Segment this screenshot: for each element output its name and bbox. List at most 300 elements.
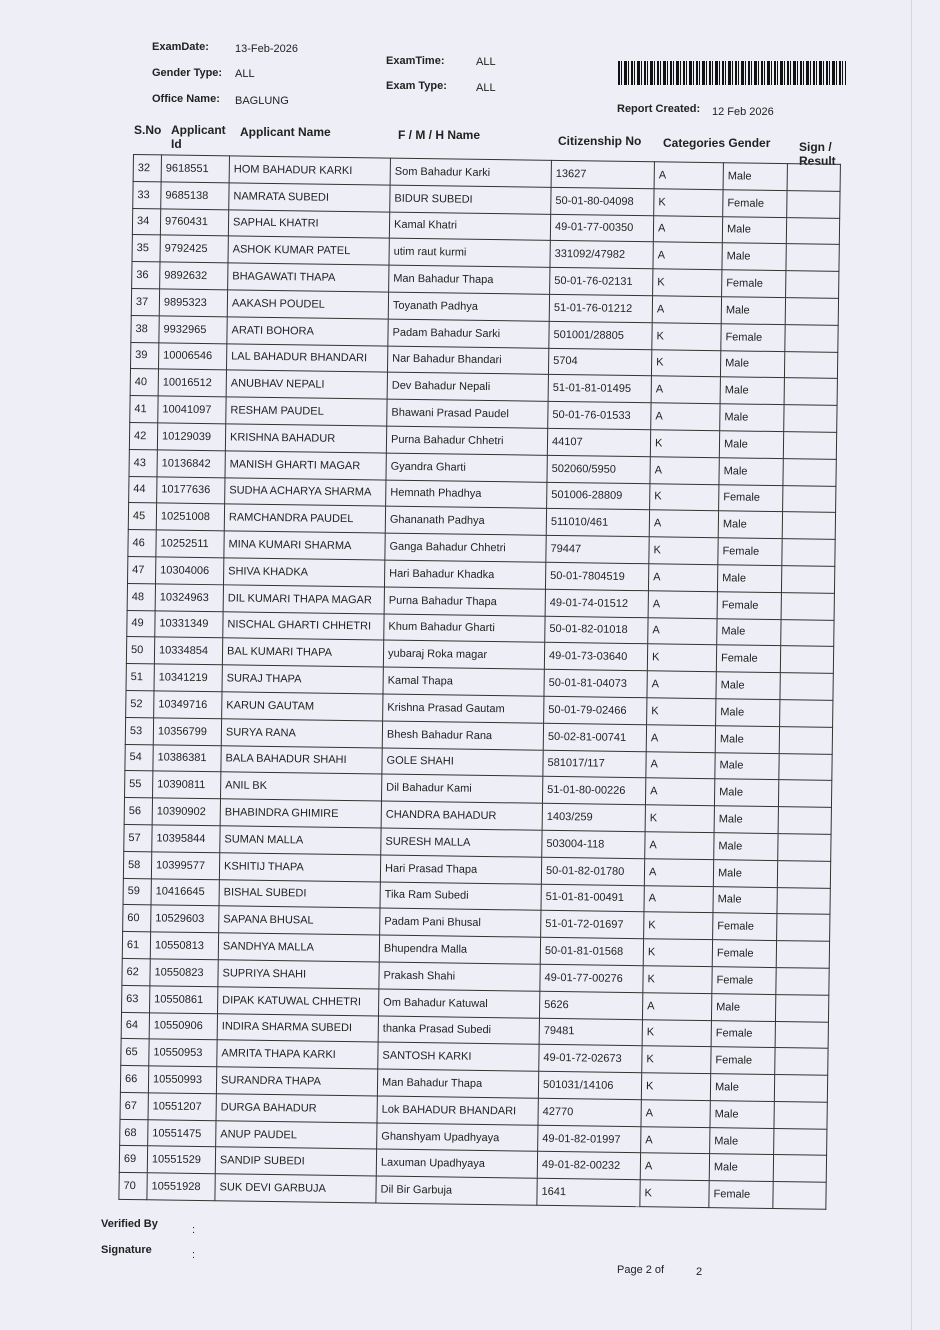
row-sign-result — [779, 726, 832, 754]
row-fmh-name: Kamal Thapa — [383, 667, 544, 696]
row-sign-result — [785, 298, 838, 326]
row-applicant-id: 10550813 — [150, 932, 218, 960]
row-applicant-id: 9932965 — [159, 316, 227, 344]
row-fmh-name: Laxuman Upadhyaya — [376, 1149, 537, 1178]
row-sno: 65 — [121, 1039, 149, 1066]
row-citizenship: 5626 — [539, 991, 642, 1019]
row-applicant-id: 10136842 — [157, 450, 225, 478]
row-sign-result — [781, 619, 834, 647]
row-gender: Male — [713, 886, 777, 914]
row-sno: 41 — [130, 396, 158, 423]
row-category: K — [643, 966, 712, 994]
row-gender: Female — [713, 913, 777, 941]
row-citizenship: 51-01-81-00491 — [541, 884, 644, 912]
row-gender: Male — [723, 163, 787, 191]
row-sno: 61 — [122, 932, 150, 959]
row-fmh-name: GOLE SHAHI — [382, 748, 543, 777]
row-citizenship: 42770 — [538, 1098, 641, 1126]
row-citizenship: 51-01-76-01212 — [549, 294, 652, 322]
row-citizenship: 13627 — [551, 160, 654, 188]
row-category: A — [641, 1126, 710, 1154]
row-category: K — [645, 805, 714, 833]
row-applicant-id: 10041097 — [158, 396, 226, 424]
row-sign-result — [780, 673, 833, 701]
row-fmh-name: Om Bahadur Katuwal — [378, 989, 539, 1018]
row-fmh-name: Purna Bahadur Thapa — [384, 587, 545, 616]
row-sno: 50 — [126, 637, 154, 664]
row-applicant-name: MINA KUMARI SHARMA — [224, 531, 385, 560]
row-applicant-name: SURYA RANA — [221, 719, 382, 748]
row-sno: 47 — [128, 556, 156, 583]
row-sno: 46 — [128, 530, 156, 557]
exam-time-label: ExamTime: — [386, 55, 445, 67]
row-gender: Female — [709, 1181, 773, 1209]
row-fmh-name: Padam Pani Bhusal — [380, 908, 541, 937]
row-citizenship: 50-02-81-00741 — [543, 723, 646, 751]
row-category: A — [644, 885, 713, 913]
row-sign-result — [773, 1182, 826, 1210]
row-gender: Male — [713, 859, 777, 887]
row-gender: Male — [710, 1101, 774, 1129]
row-gender: Female — [718, 538, 782, 566]
row-sign-result — [780, 700, 833, 728]
exam-date: 13-Feb-2026 — [235, 43, 298, 55]
row-fmh-name: CHANDRA BAHADUR — [381, 801, 542, 830]
row-applicant-name: LAL BAHADUR BHANDARI — [226, 343, 387, 372]
col-sno: S.No — [134, 123, 162, 137]
row-gender: Female — [716, 645, 780, 673]
col-applicant-id: Applicant Id — [171, 123, 226, 151]
row-category: A — [641, 1100, 710, 1128]
row-sign-result — [787, 190, 840, 218]
row-sign-result — [784, 405, 837, 433]
row-gender: Female — [722, 270, 786, 298]
office-name: BAGLUNG — [235, 95, 289, 107]
row-sno: 51 — [126, 664, 154, 691]
row-sno: 63 — [122, 985, 150, 1012]
row-applicant-name: BAL KUMARI THAPA — [222, 638, 383, 667]
row-sno: 56 — [124, 798, 152, 825]
row-sign-result — [780, 646, 833, 674]
row-sno: 37 — [131, 288, 159, 315]
row-citizenship: 49-01-77-00276 — [540, 964, 643, 992]
row-applicant-id: 10550823 — [150, 959, 218, 987]
row-sign-result — [774, 1075, 827, 1103]
row-citizenship: 501006-28809 — [547, 482, 650, 510]
row-sign-result — [783, 485, 836, 513]
row-fmh-name: Dev Bahadur Nepali — [387, 372, 548, 401]
row-sign-result — [774, 1101, 827, 1129]
row-sno: 64 — [121, 1012, 149, 1039]
gender-type: ALL — [235, 68, 255, 80]
row-citizenship: 511010/461 — [546, 509, 649, 537]
exam-date-label: ExamDate: — [152, 41, 209, 53]
row-fmh-name: Toyanath Padhya — [388, 292, 549, 321]
row-sno: 49 — [127, 610, 155, 637]
col-sign-result: Sign / Result — [799, 140, 836, 168]
row-applicant-name: SUDHA ACHARYA SHARMA — [225, 477, 386, 506]
row-gender: Male — [715, 752, 779, 780]
row-sign-result — [786, 244, 839, 272]
row-gender: Male — [718, 511, 782, 539]
row-applicant-name: ANUBHAV NEPALI — [226, 370, 387, 399]
row-applicant-id: 10551207 — [148, 1093, 216, 1121]
row-applicant-id: 9618551 — [161, 155, 229, 183]
row-sign-result — [785, 324, 838, 352]
row-citizenship: 50-01-82-01780 — [541, 857, 644, 885]
row-applicant-name: DURGA BAHADUR — [216, 1094, 377, 1123]
row-category: A — [648, 564, 717, 592]
row-sign-result — [786, 271, 839, 299]
row-sign-result — [777, 887, 830, 915]
row-fmh-name: Prakash Shahi — [379, 962, 540, 991]
row-citizenship: 49-01-82-01997 — [538, 1125, 641, 1153]
row-applicant-name: SUMAN MALLA — [220, 826, 381, 855]
row-citizenship: 49-01-82-00232 — [537, 1152, 640, 1180]
row-sign-result — [781, 566, 834, 594]
row-fmh-name: thanka Prasad Subedi — [378, 1016, 539, 1045]
row-sno: 53 — [125, 717, 153, 744]
row-gender: Male — [722, 216, 786, 244]
row-fmh-name: Hemnath Phadhya — [386, 480, 547, 509]
verified-by-colon: : — [192, 1224, 196, 1236]
row-citizenship: 501001/28805 — [549, 321, 652, 349]
row-category: K — [647, 698, 716, 726]
row-sign-result — [776, 967, 829, 995]
row-gender: Female — [723, 190, 787, 218]
row-gender: Female — [711, 1047, 775, 1075]
row-fmh-name: Nar Bahadur Bhandari — [387, 346, 548, 375]
row-fmh-name: Hari Prasad Thapa — [380, 855, 541, 884]
row-gender: Male — [721, 297, 785, 325]
row-sno: 38 — [131, 315, 159, 342]
row-gender: Male — [719, 457, 783, 485]
row-gender: Male — [720, 377, 784, 405]
row-fmh-name: Bhesh Bahadur Rana — [382, 721, 543, 750]
row-applicant-name: INDIRA SHARMA SUBEDI — [217, 1013, 378, 1042]
row-applicant-name: DIPAK KATUWAL CHHETRI — [218, 986, 379, 1015]
row-gender: Male — [710, 1127, 774, 1155]
row-citizenship: 50-01-76-01533 — [548, 401, 651, 429]
row-sno: 60 — [123, 905, 151, 932]
row-gender: Male — [716, 672, 780, 700]
row-applicant-name: ANUP PAUDEL — [216, 1120, 377, 1149]
row-sno: 34 — [132, 208, 160, 235]
row-gender: Female — [712, 940, 776, 968]
exam-type: ALL — [476, 82, 496, 94]
signature-label: Signature — [101, 1244, 152, 1256]
row-sno: 35 — [132, 235, 160, 262]
row-applicant-name: KSHITIJ THAPA — [219, 852, 380, 881]
row-applicant-name: AAKASH POUDEL — [227, 290, 388, 319]
row-applicant-id: 10386381 — [153, 744, 221, 772]
exam-time: ALL — [476, 56, 496, 68]
row-applicant-id: 10550993 — [148, 1066, 216, 1094]
row-applicant-name: ARATI BOHORA — [227, 317, 388, 346]
row-fmh-name: Man Bahadur Thapa — [389, 265, 550, 294]
row-category: K — [641, 1073, 710, 1101]
row-fmh-name: yubaraj Roka magar — [383, 640, 544, 669]
row-applicant-name: BISHAL SUBEDI — [219, 879, 380, 908]
row-applicant-id: 10324963 — [155, 584, 223, 612]
row-sno: 66 — [120, 1066, 148, 1093]
row-category: A — [647, 671, 716, 699]
row-citizenship: 502060/5950 — [547, 455, 650, 483]
row-citizenship: 50-01-79-02466 — [544, 696, 647, 724]
row-applicant-id: 10129039 — [157, 423, 225, 451]
row-category: A — [645, 778, 714, 806]
row-gender: Female — [721, 324, 785, 352]
row-fmh-name: utim raut kurmi — [389, 238, 550, 267]
row-category: A — [645, 832, 714, 860]
row-sign-result — [776, 941, 829, 969]
page-label: Page 2 of — [617, 1264, 665, 1276]
row-applicant-name: ANIL BK — [221, 772, 382, 801]
row-citizenship: 503004-118 — [542, 830, 645, 858]
row-fmh-name: Ganga Bahadur Chhetri — [385, 533, 546, 562]
row-gender: Male — [714, 779, 778, 807]
row-gender: Male — [715, 725, 779, 753]
row-gender: Male — [711, 993, 775, 1021]
row-applicant-id: 9685138 — [161, 182, 229, 210]
row-sno: 32 — [133, 155, 161, 182]
row-sign-result — [775, 994, 828, 1022]
row-applicant-name: BHABINDRA GHIMIRE — [220, 799, 381, 828]
row-applicant-id: 10550861 — [150, 986, 218, 1014]
row-applicant-id: 10341219 — [154, 664, 222, 692]
row-fmh-name: SANTOSH KARKI — [378, 1042, 539, 1071]
row-gender: Male — [714, 833, 778, 861]
row-fmh-name: Purna Bahadur Chhetri — [386, 426, 547, 455]
row-citizenship: 49-01-74-01512 — [545, 589, 648, 617]
row-category: K — [644, 912, 713, 940]
row-category: K — [647, 644, 716, 672]
row-sno: 33 — [133, 181, 161, 208]
row-citizenship: 51-01-81-01495 — [548, 375, 651, 403]
applicant-table — [118, 154, 841, 1210]
row-applicant-id: 10550906 — [149, 1012, 217, 1040]
row-citizenship: 79447 — [546, 535, 649, 563]
verified-by-label: Verified By — [101, 1218, 158, 1230]
row-sign-result — [783, 432, 836, 460]
row-applicant-id: 10550953 — [149, 1039, 217, 1067]
report-created: 12 Feb 2026 — [712, 106, 774, 118]
row-gender: Male — [719, 431, 783, 459]
row-citizenship: 1641 — [537, 1179, 640, 1207]
row-applicant-id: 10251008 — [156, 503, 224, 531]
row-sno: 68 — [120, 1119, 148, 1146]
row-sign-result — [775, 1021, 828, 1049]
row-citizenship: 50-01-7804519 — [545, 562, 648, 590]
row-citizenship: 51-01-80-00226 — [542, 777, 645, 805]
gender-type-label: Gender Type: — [152, 67, 223, 79]
row-applicant-id: 9892632 — [160, 262, 228, 290]
row-applicant-id: 10395844 — [152, 825, 220, 853]
row-applicant-name: ASHOK KUMAR PATEL — [228, 236, 389, 265]
row-sign-result — [784, 351, 837, 379]
row-gender: Female — [712, 967, 776, 995]
row-applicant-name: NISCHAL GHARTI CHHETRI — [223, 611, 384, 640]
row-category: A — [649, 510, 718, 538]
row-category: A — [646, 751, 715, 779]
row-category: K — [652, 323, 721, 351]
row-sno: 48 — [127, 583, 155, 610]
row-sno: 40 — [130, 369, 158, 396]
col-applicant-name: Applicant Name — [240, 125, 331, 139]
row-fmh-name: Krishna Prasad Gautam — [383, 694, 544, 723]
row-sno: 70 — [119, 1173, 147, 1200]
row-applicant-id: 10016512 — [158, 369, 226, 397]
row-category: A — [654, 162, 723, 190]
row-applicant-name: BHAGAWATI THAPA — [228, 263, 389, 292]
col-categories-gender: Categories Gender — [663, 136, 771, 150]
row-sign-result — [778, 807, 831, 835]
row-category: K — [650, 430, 719, 458]
row-applicant-name: HOM BAHADUR KARKI — [229, 156, 390, 185]
row-sno: 45 — [128, 503, 156, 530]
row-applicant-id: 10356799 — [153, 718, 221, 746]
row-citizenship: 50-01-81-01568 — [540, 937, 643, 965]
exam-type-label: Exam Type: — [386, 80, 447, 92]
row-sno: 44 — [129, 476, 157, 503]
row-category: K — [649, 537, 718, 565]
row-citizenship: 49-01-73-03640 — [544, 643, 647, 671]
row-citizenship: 50-01-76-02131 — [550, 268, 653, 296]
row-sno: 59 — [123, 878, 151, 905]
row-sno: 62 — [122, 958, 150, 985]
col-citizenship: Citizenship No — [558, 134, 642, 148]
row-gender: Male — [717, 618, 781, 646]
row-citizenship: 79481 — [539, 1018, 642, 1046]
row-applicant-name: RESHAM PAUDEL — [226, 397, 387, 426]
row-fmh-name: Man Bahadur Thapa — [377, 1069, 538, 1098]
row-category: K — [643, 939, 712, 967]
signature-colon: : — [192, 1249, 196, 1261]
row-sno: 42 — [129, 422, 157, 449]
row-gender: Male — [720, 404, 784, 432]
row-applicant-id: 10334854 — [154, 637, 222, 665]
row-category: K — [642, 1019, 711, 1047]
row-gender: Male — [709, 1154, 773, 1182]
row-gender: Male — [716, 699, 780, 727]
row-applicant-name: MANISH GHARTI MAGAR — [225, 451, 386, 480]
row-gender: Male — [720, 350, 784, 378]
row-citizenship: 501031/14106 — [538, 1071, 641, 1099]
row-applicant-id: 10006546 — [158, 342, 226, 370]
row-applicant-id: 9760431 — [160, 208, 228, 236]
row-fmh-name: Ghananath Padhya — [385, 506, 546, 535]
row-applicant-id: 10331349 — [155, 610, 223, 638]
row-category: K — [640, 1180, 709, 1208]
row-applicant-id: 10399577 — [151, 852, 219, 880]
page-edge — [911, 0, 912, 1330]
row-applicant-name: RAMCHANDRA PAUDEL — [224, 504, 385, 533]
row-category: A — [652, 296, 721, 324]
row-citizenship: 581017/117 — [543, 750, 646, 778]
row-gender: Male — [717, 565, 781, 593]
row-applicant-name: SUK DEVI GARBUJA — [215, 1174, 376, 1203]
row-sign-result — [777, 914, 830, 942]
row-applicant-id: 10551529 — [147, 1146, 215, 1174]
row-applicant-id: 10551475 — [148, 1119, 216, 1147]
page-total: 2 — [696, 1266, 703, 1278]
row-sno: 58 — [123, 851, 151, 878]
row-fmh-name: Tika Ram Subedi — [380, 882, 541, 911]
row-fmh-name: Lok BAHADUR BHANDARI — [377, 1096, 538, 1125]
row-applicant-name: BALA BAHADUR SHAHI — [221, 745, 382, 774]
row-sign-result — [782, 512, 835, 540]
row-gender: Female — [719, 484, 783, 512]
row-sno: 39 — [130, 342, 158, 369]
row-sno: 69 — [119, 1146, 147, 1173]
row-gender: Female — [711, 1020, 775, 1048]
row-gender: Male — [722, 243, 786, 271]
row-applicant-name: AMRITA THAPA KARKI — [217, 1040, 378, 1069]
row-category: K — [654, 189, 723, 217]
row-applicant-name: KRISHNA BAHADUR — [225, 424, 386, 453]
row-sno: 52 — [126, 690, 154, 717]
row-applicant-id: 10304006 — [156, 557, 224, 585]
row-applicant-id: 10252511 — [156, 530, 224, 558]
row-sign-result — [775, 1048, 828, 1076]
row-category: K — [653, 269, 722, 297]
row-category: A — [644, 858, 713, 886]
row-applicant-name: SURANDRA THAPA — [216, 1067, 377, 1096]
row-citizenship: 50-01-80-04098 — [551, 187, 654, 215]
row-sign-result — [782, 539, 835, 567]
row-applicant-name: DIL KUMARI THAPA MAGAR — [223, 585, 384, 614]
row-fmh-name: Dil Bir Garbuja — [376, 1176, 537, 1205]
row-applicant-id: 10416645 — [151, 878, 219, 906]
row-fmh-name: Bhawani Prasad Paudel — [387, 399, 548, 428]
row-sign-result — [787, 164, 840, 192]
row-applicant-id: 10529603 — [151, 905, 219, 933]
row-fmh-name: Hari Bahadur Khadka — [384, 560, 545, 589]
row-applicant-name: SAPANA BHUSAL — [219, 906, 380, 935]
row-applicant-name: KARUN GAUTAM — [222, 692, 383, 721]
row-sno: 67 — [120, 1092, 148, 1119]
row-applicant-id: 10349716 — [154, 691, 222, 719]
row-citizenship: 1403/259 — [542, 803, 645, 831]
row-fmh-name: Khum Bahadur Gharti — [384, 614, 545, 643]
applicant-table-body — [119, 155, 841, 1210]
row-citizenship: 5704 — [548, 348, 651, 376]
row-citizenship: 51-01-72-01697 — [541, 911, 644, 939]
row-applicant-id: 10390811 — [153, 771, 221, 799]
row-citizenship: 49-01-77-00350 — [550, 214, 653, 242]
row-applicant-id: 10177636 — [157, 476, 225, 504]
row-sign-result — [778, 780, 831, 808]
row-fmh-name: Ghanshyam Upadhyaya — [377, 1123, 538, 1152]
row-category: A — [640, 1153, 709, 1181]
report-created-label: Report Created: — [617, 103, 701, 115]
row-category: K — [650, 483, 719, 511]
row-category: A — [648, 590, 717, 618]
row-sno: 36 — [132, 262, 160, 289]
row-applicant-id: 10551928 — [147, 1173, 215, 1201]
row-applicant-name: SANDIP SUBEDI — [215, 1147, 376, 1176]
row-sno: 57 — [124, 824, 152, 851]
row-citizenship: 331092/47982 — [550, 241, 653, 269]
row-category: K — [642, 1046, 711, 1074]
row-citizenship: 49-01-72-02673 — [539, 1045, 642, 1073]
row-category: K — [651, 349, 720, 377]
row-applicant-name: SAPHAL KHATRI — [228, 209, 389, 238]
barcode — [618, 61, 846, 85]
row-applicant-name: SUPRIYA SHAHI — [218, 960, 379, 989]
row-applicant-name: SANDHYA MALLA — [218, 933, 379, 962]
row-sign-result — [774, 1128, 827, 1156]
